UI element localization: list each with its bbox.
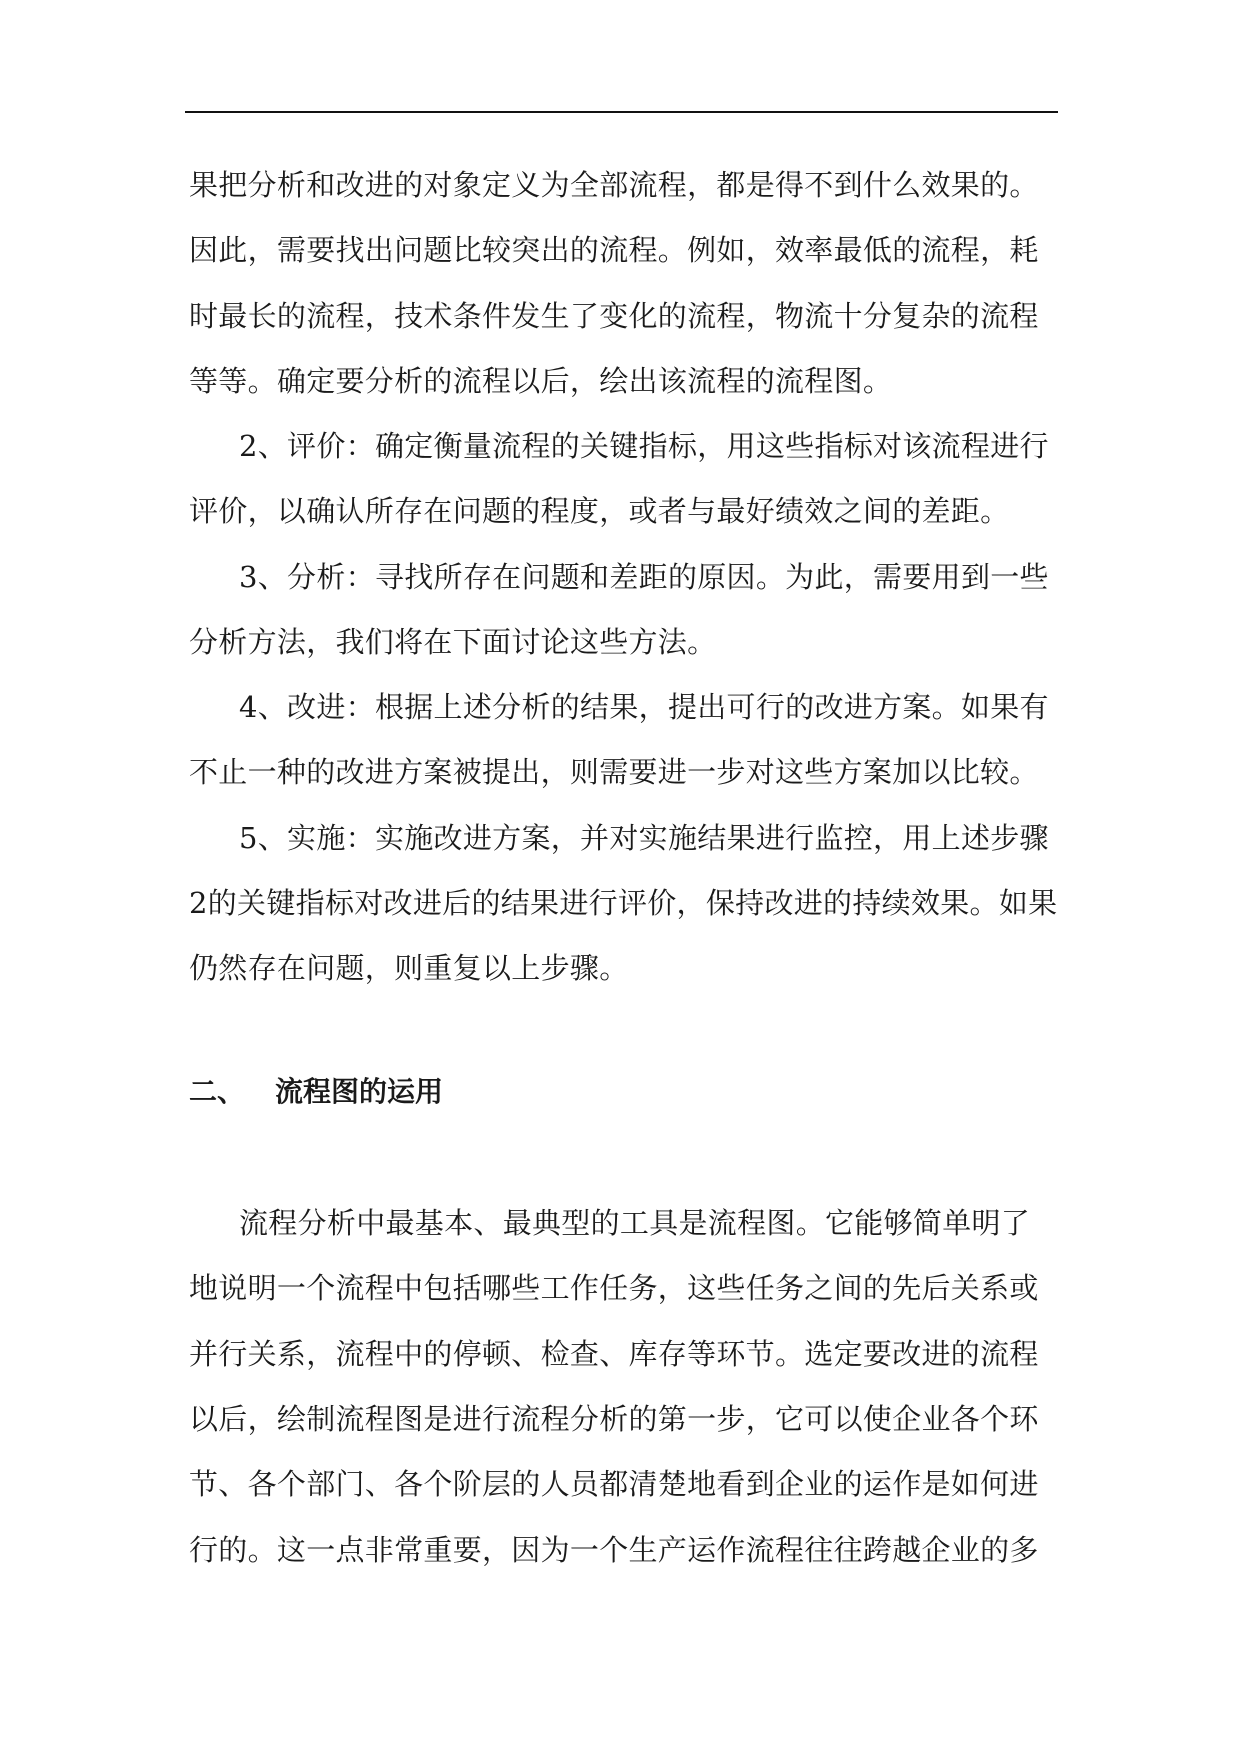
body-text-line: 并行关系，流程中的停顿、检查、库存等环节。选定要改进的流程 <box>189 1337 1039 1371</box>
body-text-line: 评价，以确认所存在问题的程度，或者与最好绩效之间的差距。 <box>189 494 1010 528</box>
section-title: 流程图的运用 <box>275 1075 444 1108</box>
body-text-line: 行的。这一点非常重要，因为一个生产运作流程往往跨越企业的多 <box>189 1533 1039 1567</box>
section-number: 二、 <box>189 1075 246 1108</box>
body-text-line: 果把分析和改进的对象定义为全部流程，都是得不到什么效果的。 <box>189 168 1039 202</box>
step-2-line: 2、评价：确定衡量流程的关键指标，用这些指标对该流程进行 <box>239 429 1049 463</box>
header-rule <box>185 111 1058 113</box>
body-text-line: 以后，绘制流程图是进行流程分析的第一步，它可以使企业各个环 <box>189 1402 1039 1436</box>
body-text-line: 2的关键指标对改进后的结果进行评价，保持改进的持续效果。如果 <box>189 886 1058 920</box>
body-text-line: 不止一种的改进方案被提出，则需要进一步对这些方案加以比较。 <box>189 755 1039 789</box>
step-5-line: 5、实施：实施改进方案，并对实施结果进行监控，用上述步骤 <box>239 821 1049 855</box>
section-heading <box>189 1072 443 1112</box>
body-text-line: 地说明一个流程中包括哪些工作任务，这些任务之间的先后关系或 <box>189 1271 1039 1305</box>
body-text-line: 流程分析中最基本、最典型的工具是流程图。它能够简单明了 <box>239 1206 1031 1240</box>
body-text-line: 等等。确定要分析的流程以后，绘出该流程的流程图。 <box>189 364 893 398</box>
body-text-line: 分析方法，我们将在下面讨论这些方法。 <box>189 625 717 659</box>
body-text-line: 节、各个部门、各个阶层的人员都清楚地看到企业的运作是如何进 <box>189 1467 1039 1501</box>
body-text-line: 时最长的流程，技术条件发生了变化的流程，物流十分复杂的流程 <box>189 299 1039 333</box>
step-4-line: 4、改进：根据上述分析的结果，提出可行的改进方案。如果有 <box>239 690 1049 724</box>
step-3-line: 3、分析：寻找所存在问题和差距的原因。为此，需要用到一些 <box>239 560 1049 594</box>
body-text-line: 仍然存在问题，则重复以上步骤。 <box>189 951 629 985</box>
body-text-line: 因此，需要找出问题比较突出的流程。例如，效率最低的流程，耗 <box>189 233 1039 267</box>
